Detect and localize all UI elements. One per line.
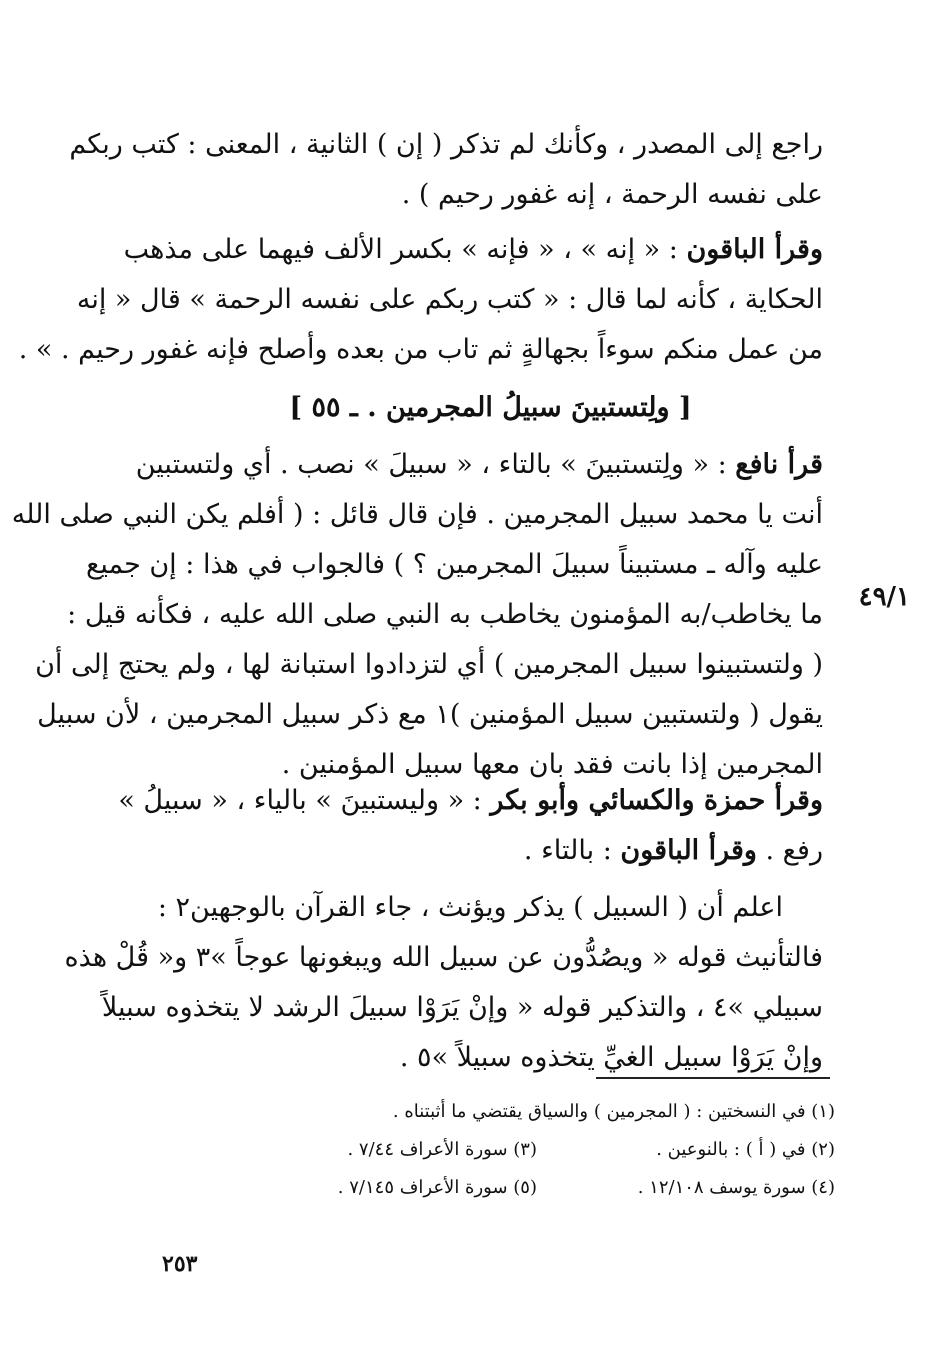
text-span: : « وليستبينَ » بالياء ، « سبيلُ » xyxy=(118,785,482,816)
text-line: راجع إلى المصدر ، وكأنك لم تذكر ( إن ) الثانية ، المعنى : كتب ربكم xyxy=(69,129,823,160)
text-line: على نفسه الرحمة ، إنه غفور رحيم ) . xyxy=(401,179,823,210)
paragraph-4 xyxy=(118,776,823,876)
margin-folio-note: ٤٩/١ xyxy=(858,582,910,612)
text-line: فالتأنيث قوله « ويصُدُّون عن سبيل الله ويبغونها عوجاً »٣ و« قُلْ هذه xyxy=(64,942,823,973)
paragraph-3 xyxy=(11,440,823,790)
text-span: : « ولِتستبينَ » بالتاء ، « سبيلَ » نصب . أي ولتستبين xyxy=(135,449,727,480)
text-line xyxy=(123,225,823,275)
text-line: المجرمين إذا بانت فقد بان معها سبيل المؤمنين . xyxy=(281,749,823,780)
text-line: عليه وآله ـ مستبيناً سبيلَ المجرمين ؟ ) فالجواب في هذا : إن جميع xyxy=(85,549,823,580)
footnote-2: (٢) في ( أ ) : بالنوعين . xyxy=(656,1139,835,1160)
text-line: الحكاية ، كأنه لما قال : « كتب ربكم على نفسه الرحمة » قال « إنه xyxy=(76,284,823,315)
text-span: : بالتاء . xyxy=(523,835,612,866)
footnote-4: (٤) سورة يوسف ١٢/١٠٨ . xyxy=(637,1177,835,1198)
text-line: أنت يا محمد سبيل المجرمين . فإن قال قائل : ( أفلم يكن النبي صلى الله xyxy=(11,499,823,530)
text-line: ( ولتستبينوا سبيل المجرمين ) أي لتزدادوا استبانة لها ، ولم يحتج إلى أن xyxy=(35,649,823,680)
page-number: ٢٥٣ xyxy=(162,1251,198,1277)
verse-heading-text: [ ولِتستبينَ سبيلُ المجرمين . ـ ٥٥ ] xyxy=(289,392,692,423)
paragraph-2 xyxy=(18,225,823,375)
footnote-5: (٥) سورة الأعراف ٧/١٤٥ . xyxy=(337,1177,537,1198)
footnote-divider xyxy=(596,1077,830,1079)
text-span: رفع . xyxy=(765,835,823,866)
text-line: سبيلي »٤ ، والتذكير قوله « وإنْ يَرَوْا سبيلَ الرشد لا يتخذوه سبيلاً xyxy=(101,992,823,1023)
footnote-3: (٣) سورة الأعراف ٧/٤٤ . xyxy=(347,1139,537,1160)
reader-name: وقرأ الباقون xyxy=(686,234,823,265)
text-line xyxy=(158,826,823,876)
text-line: اعلم أن ( السبيل ) يذكر ويؤنث ، جاء القرآن بالوجهين٢ : xyxy=(157,892,783,923)
reader-name: وقرأ الباقون xyxy=(620,835,757,866)
text-line: وإنْ يَرَوْا سبيل الغيِّ يتخذوه سبيلاً »٥ . xyxy=(399,1042,823,1073)
text-line: يقول ( ولتستبين سبيل المؤمنين )١ مع ذكر سبيل المجرمين ، لأن سبيل xyxy=(37,699,823,730)
verse-heading xyxy=(158,383,823,433)
reader-name: قرأ نافع xyxy=(735,449,823,480)
text-line: ما يخاطب/به المؤمنون يخاطب به النبي صلى الله عليه ، فكأنه قيل : xyxy=(67,599,823,630)
text-line: من عمل منكم سوءاً بجهالةٍ ثم تاب من بعده وأصلح فإنه غفور رحيم . » . xyxy=(18,334,823,365)
footnote-1: (١) في النسختين : ( المجرمين ) والسياق يقتضي ما أثبتناه . xyxy=(392,1101,835,1122)
paragraph-1 xyxy=(69,120,823,220)
text-line xyxy=(118,776,823,826)
paragraph-5 xyxy=(158,883,823,933)
paragraph-5-cont xyxy=(64,933,823,1083)
reader-name: وقرأ حمزة والكسائي وأبو بكر xyxy=(490,785,823,816)
text-line xyxy=(135,440,823,490)
text-span: : « إنه » ، « فإنه » بكسر الألف فيهما على مذهب xyxy=(123,234,678,265)
